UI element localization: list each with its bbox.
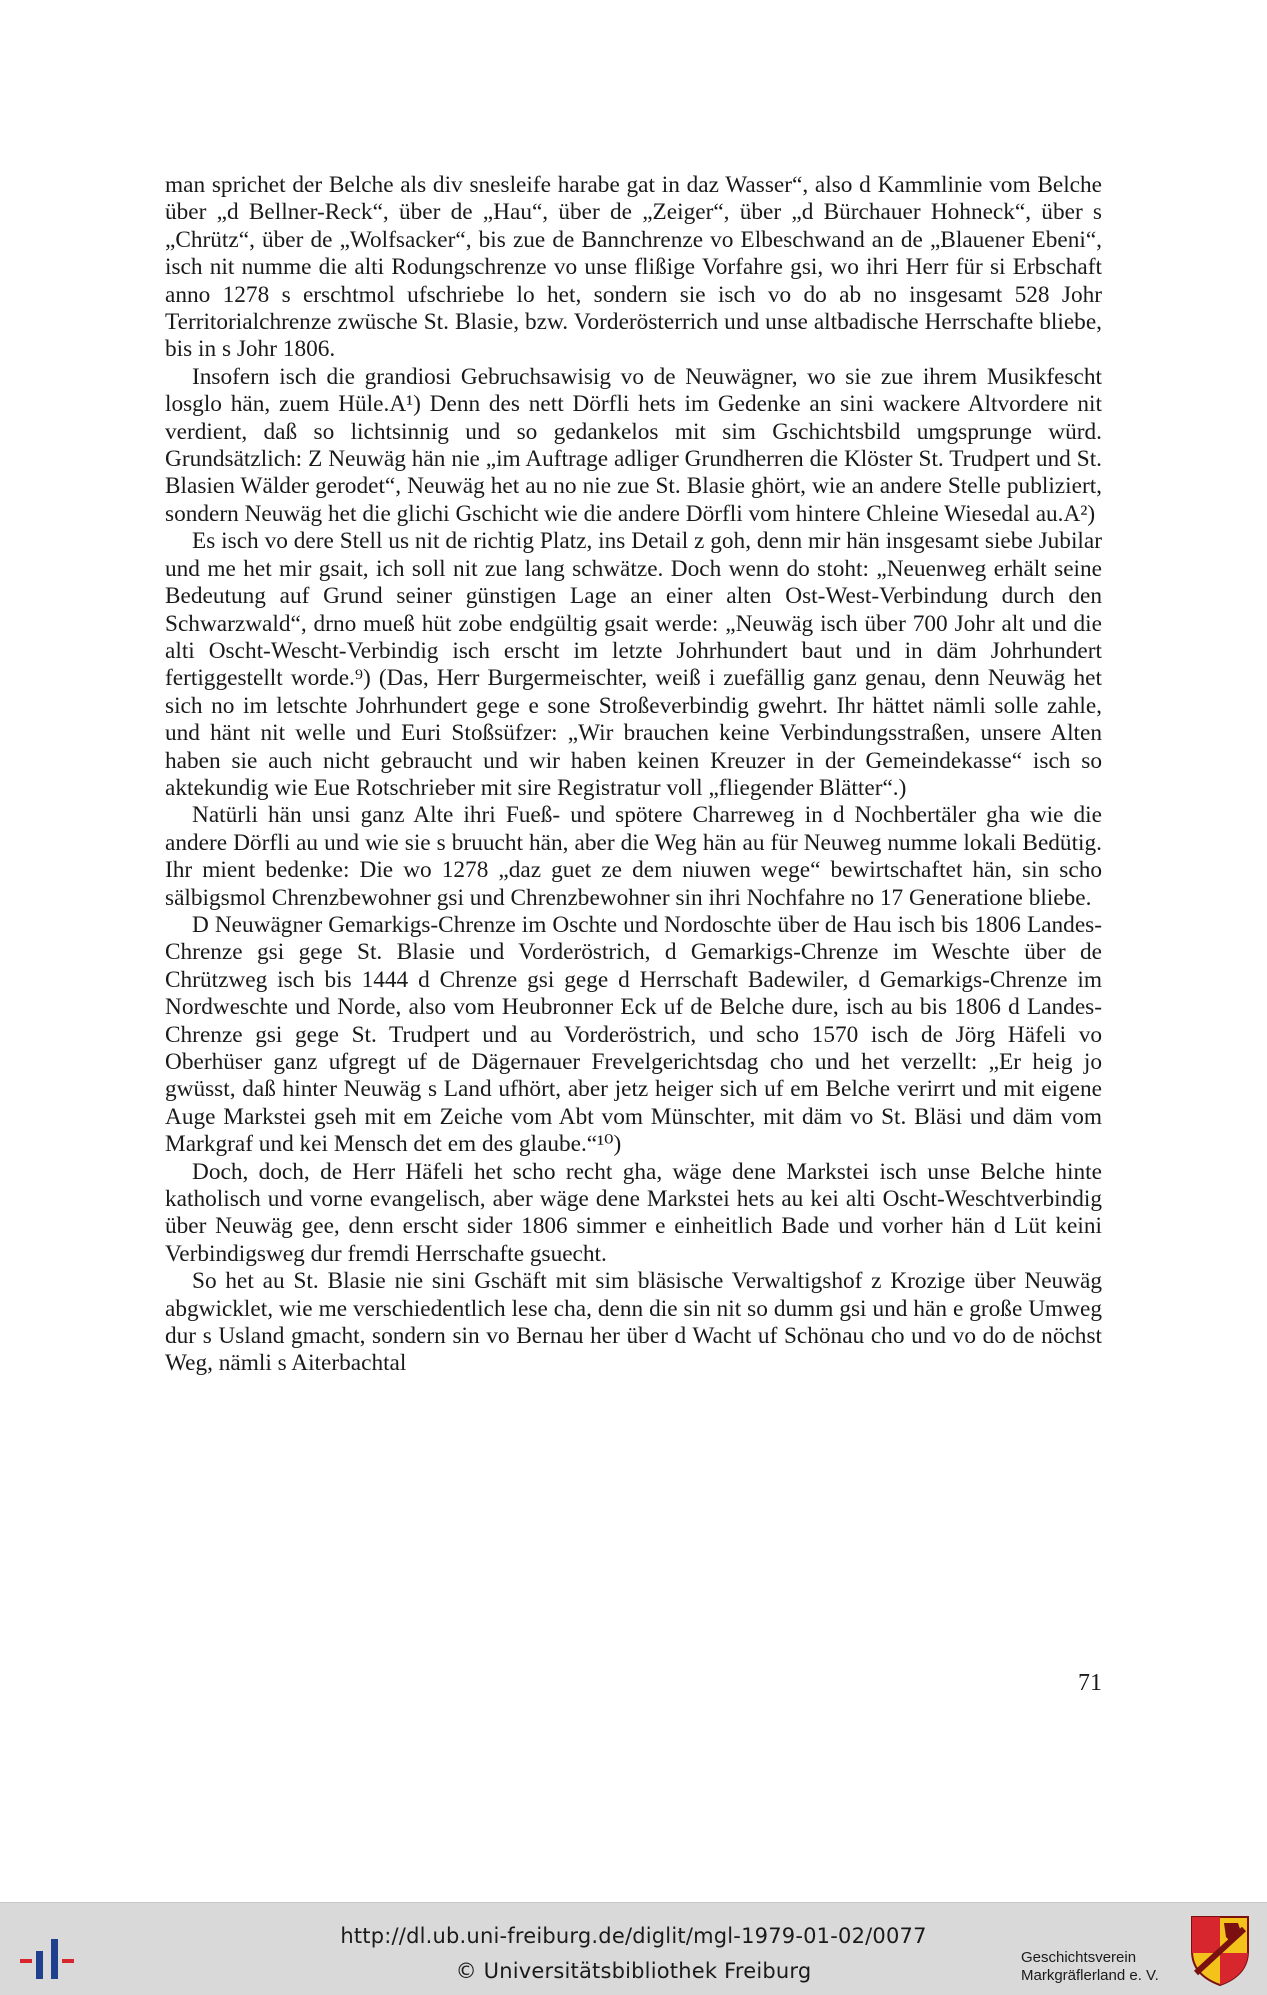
footer-bar	[0, 1902, 1267, 1995]
paragraph-5: D Neuwägner Gemarkigs-Chrenze im Oschte und Nordoschte über de Hau isch bis 1806 Landes-Chrenze gsi gege St. Blasie und Vorderöstrich, d Gemarkigs-Chrenze im Weschte über de Chrützweg isch bis 1444 d Chrenze gsi gege d Herrschaft Badewiler, d Gemarkigs-Chrenze im Nordweschte und Norde, also vom Heubronner Eck uf de Belche dure, isch au bis 1806 d Landes-Chrenze gsi gege St. Trudpert und au Vorderöstrich, und scho 1570 isch de Jörg Häfeli vo Oberhüser ganz ufgregt uf de Dägernauer Frevelgerichtsdag cho und het verzellt: „Er heig jo gwüsst, daß hinter Neuwäg s Land ufhört, aber jetz heiger sich uf em Belche verirrt und mit eigene Auge Markstei gseh mit em Zeiche vom Abt vom Münschter, mit däm vo St. Bläsi und däm vom Markgraf und kei Mensch det em des glaube.“¹⁰)	[165, 911, 1102, 1158]
paragraph-7: So het au St. Blasie nie sini Gschäft mit sim bläsische Verwaltigshof z Krozige über Neuwäg abgwicklet, wie me verschiedentlich lese cha, denn die sin nit so dumm gsi und hän e große Umweg dur s Usland gmacht, sondern sin vo Bernau her über d Wacht uf Schönau cho und vo do de nöchst Weg, nämli s Aiterbachtal	[165, 1268, 1102, 1377]
paragraph-3: Es isch vo dere Stell us nit de richtig Platz, ins Detail z goh, denn mir hän insgesamt siebe Jubilar und me het mir gsait, ich soll nit zue lang schwätze. Doch wenn do stoht: „Neuenweg erhält seine Bedeutung auf Grund seiner günstigen Lage an einer alten Ost-West-Verbindung durch den Schwarzwald“, drno mueß hüt zobe endgültig gsait werde: „Neuwäg isch über 700 Johr alt und die alti Oscht-Wescht-Verbindig isch erscht im letzte Johrhundert baut und in däm Johrhundert fertiggestellt worde.⁹) (Das, Herr Burgermeischter, weiß i zuefällig ganz genau, denn Neuwäg het sich no im letschte Johrhundert gege e sone Stroßeverbindig gwehrt. Ihr hättet nämli solle zahle, und hänt nit welle und Euri Stoßsüfzer: „Wir brauchen keine Verbindungsstraßen, unsere Alten haben sie auch nicht gebraucht und wir haben keinen Kreuzer in der Gemeindekasse“ isch so aktekundig wie Eue Rotschrieber mit sire Registratur voll „fliegender Blätter“.)	[165, 528, 1102, 801]
paragraph-2: Insofern isch die grandiosi Gebruchsawisig vo de Neuwägner, wo sie zue ihrem Musikfescht losglo hän, zuem Hüle.A¹) Denn des nett Dörfli hets im Gedenke an sini wackere Altvordere nit verdient, daß so lichtsinnig und so gedankelos mit sim Gschichtsbild umgsprunge würd. Grundsätzlich: Z Neuwäg hän nie „im Auftrage adliger Grundherren die Klöster St. Trudpert und St. Blasien Wälder gerodet“, Neuwäg het au no nie zue St. Blasie ghört, wie an andere Stelle publiziert, sondern Neuwäg het die glichi Gschicht wie die andere Dörfli vom hintere Chleine Wiesedal au.A²)	[165, 363, 1102, 527]
society-name-line2: Markgräflerland e. V.	[1021, 1967, 1159, 1984]
footer-url-link[interactable]: http://dl.ub.uni-freiburg.de/diglit/mgl-1979-01-02/0077	[340, 1924, 927, 1948]
society-name-line1: Geschichtsverein	[1021, 1949, 1137, 1966]
society-name	[1021, 1949, 1181, 1985]
page-body	[165, 172, 1102, 1378]
markgraeflerland-crest-icon[interactable]	[1188, 1913, 1252, 1987]
page-number: 71	[1078, 1670, 1102, 1696]
paragraph-6: Doch, doch, de Herr Häfeli het scho recht gha, wäge dene Markstei isch unse Belche hinte katholisch und vorne evangelisch, aber wäge dene Markstei hets au kei alti Oscht-Weschtverbindig über Neuwäg gee, denn erscht sider 1806 simmer e einheitlich Bade und vorher hän d Lüt keini Verbindigsweg dur fremdi Herrschafte gsuecht.	[165, 1158, 1102, 1267]
footer-copyright: © Universitätsbibliothek Freiburg	[455, 1959, 812, 1983]
paragraph-4: Natürli hän unsi ganz Alte ihri Fueß- und spötere Charreweg in d Nochbertäler gha wie die andere Dörfli au und wie sie s bruucht hän, aber die Weg hän au für Neuweg numme lokali Bedütig. Ihr mient bedenke: Die wo 1278 „daz guet ze dem niuwen wege“ bewirtschaftet hän, sin scho sälbigsmol Chrenzbewohner gsi und Chrenzbewohner sin ihri Nochfahre no 17 Generatione bliebe.	[165, 802, 1102, 911]
paragraph-1: man sprichet der Belche als div snesleife harabe gat in daz Wasser“, also d Kammlinie vom Belche über „d Bellner-Reck“, über de „Hau“, über de „Zeiger“, über „d Bürchauer Hohneck“, über s „Chrütz“, über de „Wolfsacker“, bis zue de Bannchrenze vo Elbeschwand an de „Blauener Ebeni“, isch nit numme die alti Rodungschrenze vo unse flißige Vorfahre gsi, wo ihri Herr für si Erbschaft anno 1278 s erschtmol ufschriebe lo het, sondern sie isch vo do ab no insgesamt 528 Johr Territorialchrenze zwüsche St. Blasie, bzw. Vorderösterrich und unse altbadische Herrschafte bliebe, bis in s Johr 1806.	[165, 172, 1102, 363]
